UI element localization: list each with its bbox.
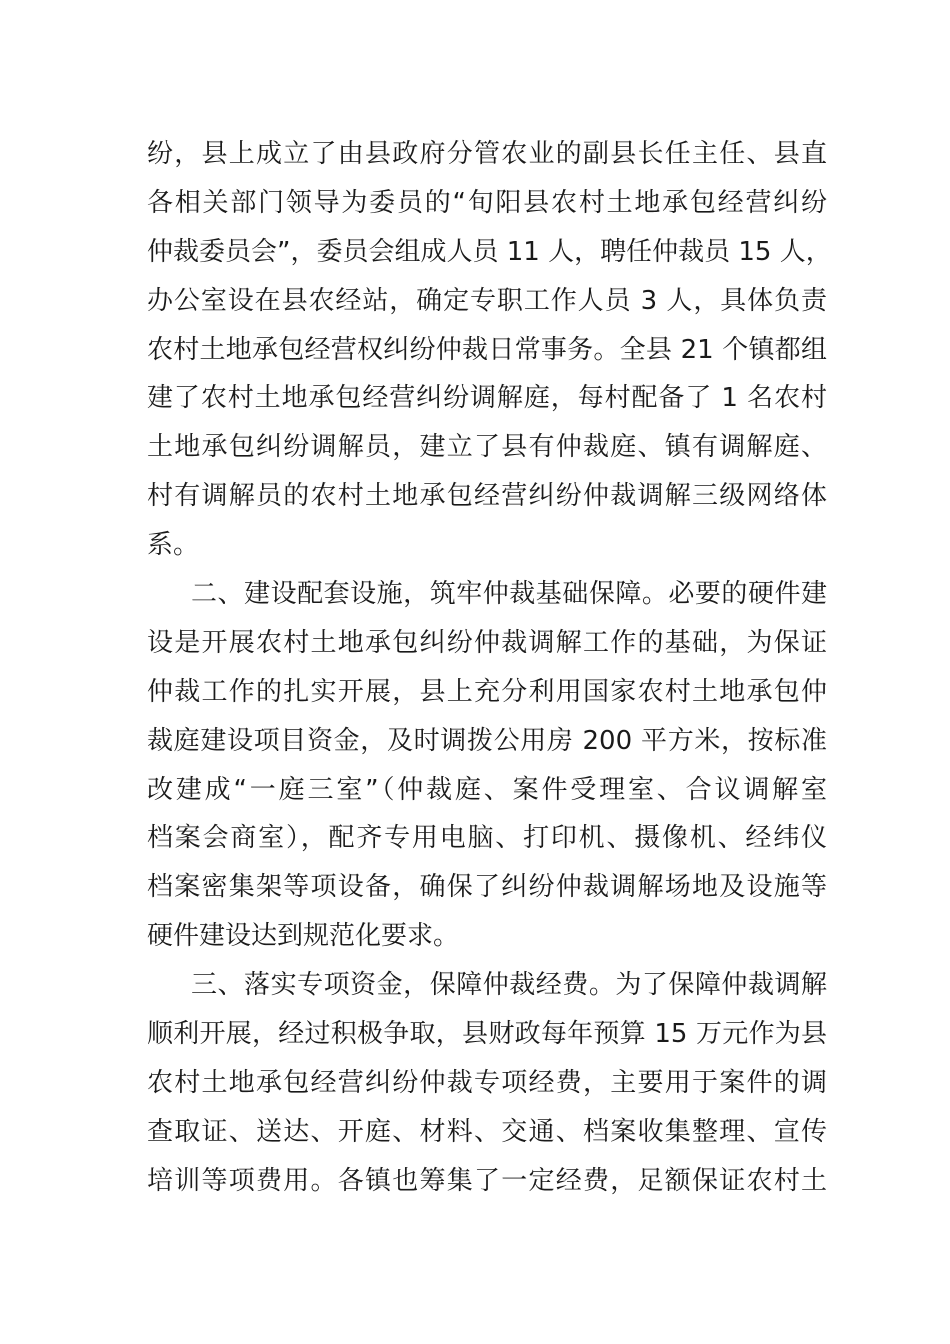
text-line: 顺利开展，经过积极争取，县财政每年预算 15 万元作为县 [147, 1019, 827, 1050]
text-line: 裁庭建设项目资金，及时调拨公用房 200 平方米，按标准 [147, 725, 827, 756]
paragraph-1 [147, 130, 832, 570]
text-line: 仲裁委员会”，委员会组成人员 11 人，聘任仲裁员 15 人， [147, 236, 832, 267]
text-line: 硬件建设达到规范化要求。 [147, 921, 460, 952]
section-heading-line: 二、建设配套设施，筑牢仲裁基础保障。必要的硬件建 [191, 579, 827, 610]
text-line: 纷，县上成立了由县政府分管农业的副县长任主任、县直 [147, 139, 827, 169]
text-line: 查取证、送达、开庭、材料、交通、档案收集整理、宣传 [147, 1116, 827, 1147]
text-line: 土地承包纠纷调解员，建立了县有仲裁庭、镇有调解庭、 [147, 432, 827, 463]
paragraph-2 [147, 570, 827, 961]
text-line: 村有调解员的农村土地承包经营纠纷仲裁调解三级网络体 [147, 481, 827, 512]
text-line: 档案会商室），配齐专用电脑、打印机、摄像机、经纬仪 [147, 823, 827, 854]
paragraph-3 [147, 961, 827, 1205]
text-line: 改建成“一庭三室”（仲裁庭、案件受理室、合议调解室 [147, 774, 827, 805]
text-line: 农村土地承包经营权纠纷仲裁日常事务。全县 21 个镇都组 [147, 334, 827, 365]
section-heading-line: 三、落实专项资金，保障仲裁经费。为了保障仲裁调解 [191, 970, 827, 1001]
body-text [147, 130, 832, 1206]
text-line: 培训等项费用。各镇也筹集了一定经费，足额保证农村土 [147, 1165, 827, 1196]
text-line: 农村土地承包经营纠纷仲裁专项经费，主要用于案件的调 [147, 1067, 827, 1098]
text-line: 设是开展农村土地承包纠纷仲裁调解工作的基础，为保证 [147, 627, 827, 658]
text-line: 系。 [147, 530, 200, 561]
text-line: 档案密集架等项设备，确保了纠纷仲裁调解场地及设施等 [147, 872, 827, 903]
text-line: 各相关部门领导为委员的“旬阳县农村土地承包经营纠纷 [147, 187, 827, 218]
text-line: 办公室设在县农经站，确定专职工作人员 3 人，具体负责 [147, 285, 827, 316]
text-line: 建了农村土地承包经营纠纷调解庭，每村配备了 1 名农村 [147, 383, 827, 414]
text-line: 仲裁工作的扎实开展，县上充分利用国家农村土地承包仲 [147, 676, 827, 707]
